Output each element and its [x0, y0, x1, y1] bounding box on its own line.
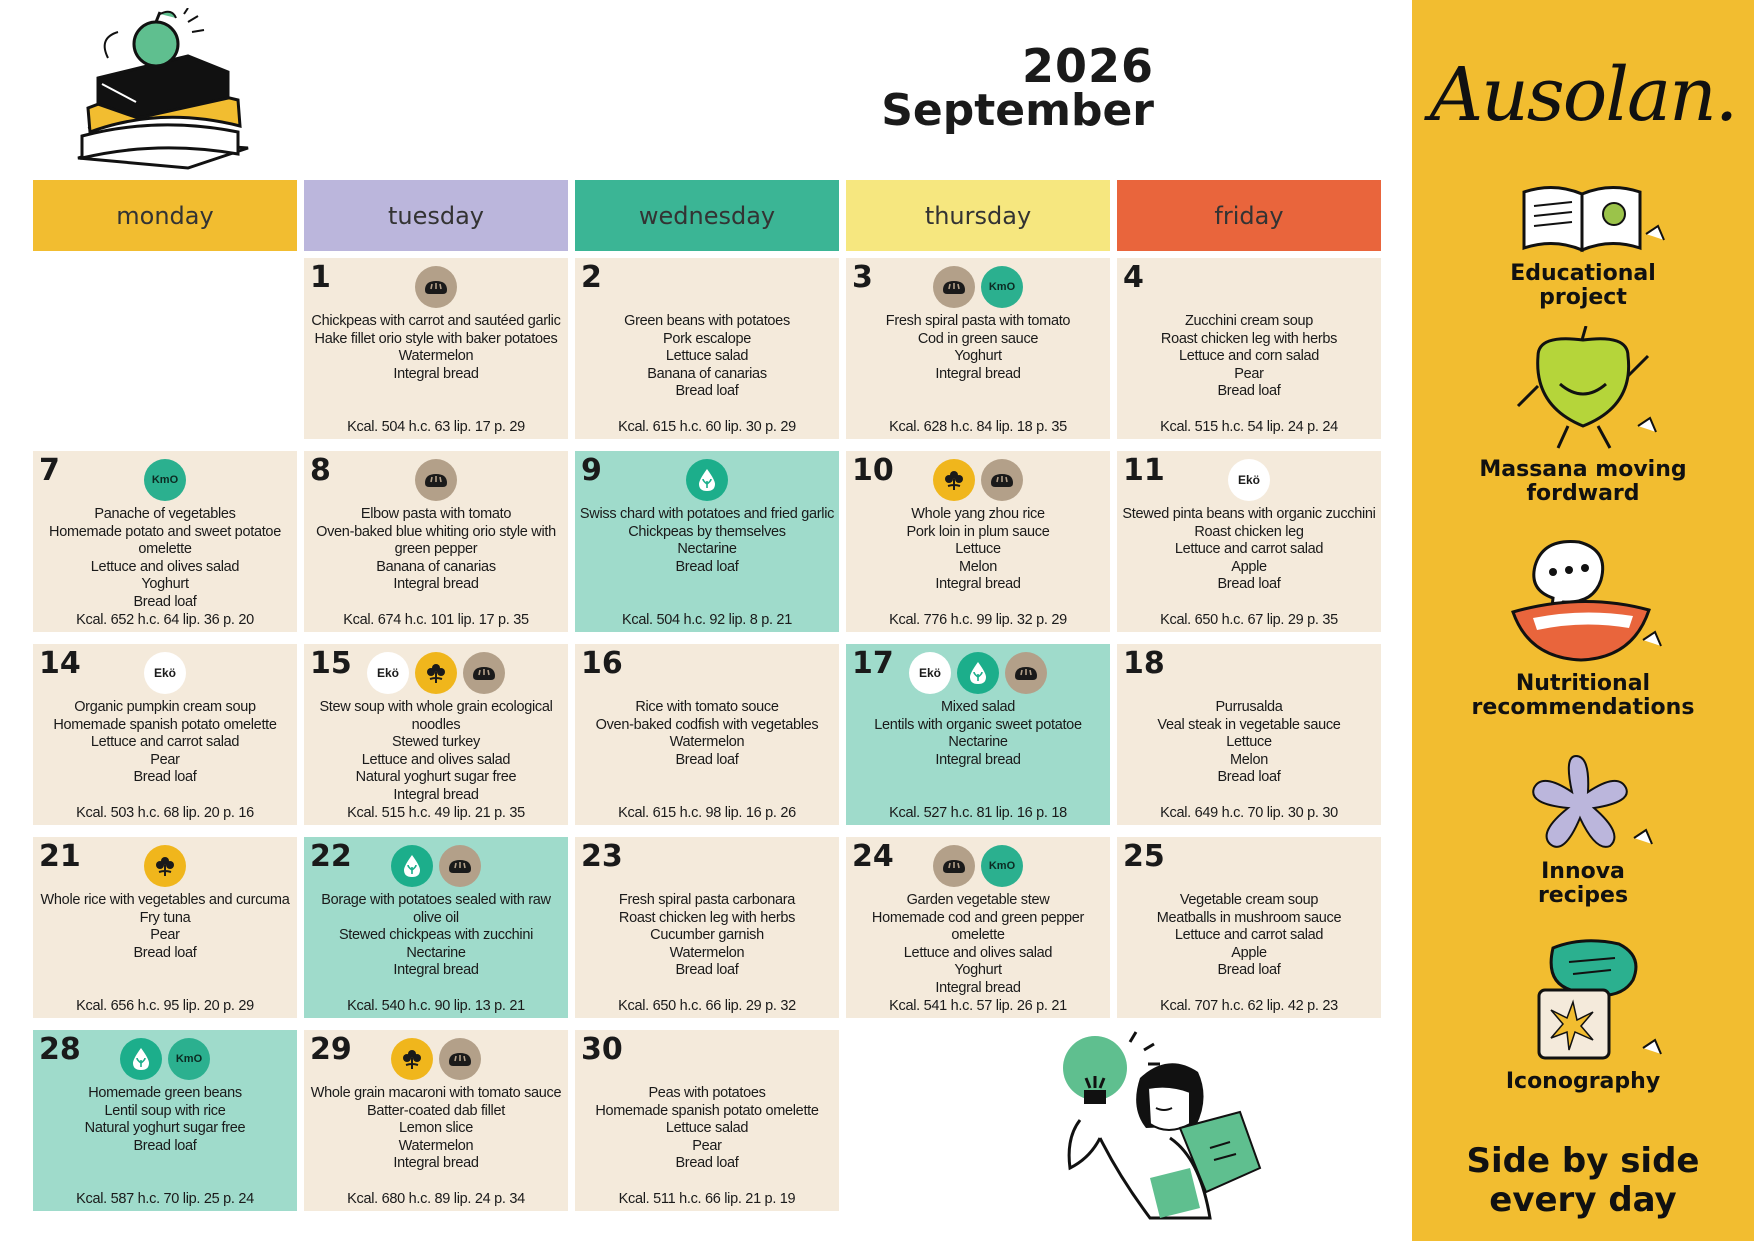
menu-list — [308, 313, 564, 383]
menu-item: Pork escalope — [663, 330, 751, 347]
menu-item: Lettuce — [1226, 734, 1272, 751]
menu-item: Banana of canarias — [376, 558, 496, 575]
day-number: 18 — [1123, 646, 1165, 681]
menu-item: Lettuce — [955, 541, 1001, 558]
menu-list — [579, 699, 835, 769]
diet-icons — [304, 459, 568, 501]
menu-item: Green beans with potatoes — [624, 313, 790, 329]
menu-item: Nectarine — [677, 541, 737, 558]
menu-item: Stewed turkey — [392, 734, 480, 751]
menu-item: Integral bread — [393, 786, 479, 803]
eko-organic-icon: Ekö — [909, 652, 951, 694]
menu-list — [1121, 506, 1377, 594]
day-number: 16 — [581, 646, 623, 681]
menu-item: Bread loaf — [675, 751, 739, 768]
nutrition-info: Kcal. 504 h.c. 92 lip. 8 p. 21 — [622, 612, 792, 628]
menu-item: Bread loaf — [133, 1137, 197, 1154]
day-number: 14 — [39, 646, 81, 681]
day-number: 30 — [581, 1032, 623, 1067]
menu-item: Whole yang zhou rice — [911, 506, 1045, 522]
menu-list — [850, 506, 1106, 594]
menu-item: Vegetable cream soup — [1179, 892, 1319, 908]
sidebar-item-label: Massana moving fordward — [1479, 457, 1687, 506]
day-number: 21 — [39, 839, 81, 874]
day-number: 2 — [581, 260, 602, 295]
nutrition-info: Kcal. 776 h.c. 99 lip. 32 p. 29 — [889, 612, 1067, 628]
day-number: 28 — [39, 1032, 81, 1067]
girl-with-idea-illustration — [1040, 1028, 1280, 1228]
month-label: September — [881, 85, 1154, 137]
sidebar-item-label: Educational project — [1510, 261, 1656, 310]
menu-item: Meatballs in mushroom sauce — [1156, 909, 1342, 926]
diet-icons — [33, 459, 297, 501]
diet-icons — [33, 652, 297, 694]
ecological-drop-icon — [391, 845, 433, 887]
menu-item: Fresh spiral pasta carbonara — [618, 892, 796, 908]
weekday-header-row — [33, 180, 1381, 251]
menu-item: Roast chicken leg with herbs — [1160, 330, 1338, 347]
ecological-drop-icon — [686, 459, 728, 501]
menu-item: Rice with tomato souce — [635, 699, 779, 715]
menu-item: Lettuce salad — [665, 348, 749, 365]
sidebar-item-label: Iconography — [1505, 1069, 1661, 1094]
menu-item: Roast chicken leg with herbs — [618, 909, 796, 926]
diet-icons — [846, 266, 1110, 308]
menu-item: Lettuce and carrot salad — [90, 734, 240, 751]
km0-icon: KmO — [981, 266, 1023, 308]
diet-icons — [1117, 459, 1381, 501]
menu-item: Chickpeas by themselves — [628, 523, 786, 540]
menu-item: Yoghurt — [954, 348, 1002, 365]
menu-item: Stewed chickpeas with zucchini — [338, 927, 534, 944]
menu-item: Integral bread — [393, 1155, 479, 1172]
menu-item: Homemade cod and green pepper omelette — [871, 909, 1085, 944]
nutrition-info: Kcal. 511 h.c. 66 lip. 21 p. 19 — [618, 1191, 796, 1207]
speech-mouth-icon — [1493, 536, 1673, 670]
menu-list — [579, 1085, 835, 1173]
menu-item: Stewed pinta beans with organic zucchini — [1122, 506, 1376, 522]
menu-item: Bread loaf — [1217, 962, 1281, 979]
menu-list — [850, 892, 1106, 998]
nutrition-info: Kcal. 615 h.c. 60 lip. 30 p. 29 — [618, 419, 796, 435]
diet-icons — [846, 652, 1110, 694]
bread-icon — [981, 459, 1023, 501]
menu-item: Pear — [150, 751, 180, 768]
day-number: 10 — [852, 453, 894, 488]
menu-item: Cod in green sauce — [917, 330, 1039, 347]
menu-item: Peas with potatoes — [648, 1085, 766, 1101]
calendar-day-cell — [304, 258, 568, 439]
day-number: 3 — [852, 260, 873, 295]
eko-organic-icon: Ekö — [144, 652, 186, 694]
menu-item: Homemade spanish potato omelette — [53, 716, 277, 733]
menu-item: Swiss chard with potatoes and fried garlic — [579, 506, 835, 522]
calendar-day-cell — [304, 451, 568, 632]
sidebar-item-nutritional-recommendations[interactable] — [1412, 536, 1754, 720]
menu-item: Bread loaf — [1217, 383, 1281, 400]
menu-item: Pear — [692, 1137, 722, 1154]
diet-icons — [33, 845, 297, 887]
whole-grain-icon — [415, 652, 457, 694]
menu-list — [308, 1085, 564, 1173]
menu-item: Bread loaf — [675, 962, 739, 979]
menu-item: Integral bread — [393, 576, 479, 593]
open-book-icon — [1498, 178, 1668, 258]
menu-list — [579, 892, 835, 980]
apple-mascot-icon — [1498, 326, 1668, 456]
diet-icons — [846, 459, 1110, 501]
menu-item: Bread loaf — [133, 769, 197, 786]
diet-icons — [33, 1038, 297, 1080]
menu-item: Banana of canarias — [647, 365, 767, 382]
menu-item: Lettuce and olives salad — [903, 944, 1053, 961]
calendar-day-cell — [846, 451, 1110, 632]
menu-item: Integral bread — [393, 962, 479, 979]
nutrition-info: Kcal. 587 h.c. 70 lip. 25 p. 24 — [76, 1191, 254, 1207]
nutrition-info: Kcal. 515 h.c. 49 lip. 21 p. 35 — [347, 805, 525, 821]
day-number: 23 — [581, 839, 623, 874]
menu-item: Bread loaf — [675, 558, 739, 575]
weekday-header-tuesday: tuesday — [304, 180, 568, 251]
weekday-header-friday: friday — [1117, 180, 1381, 251]
menu-item: Bread loaf — [1217, 769, 1281, 786]
bread-icon — [933, 845, 975, 887]
km0-icon: KmO — [144, 459, 186, 501]
menu-item: Roast chicken leg — [1194, 523, 1304, 540]
menu-item: Stew soup with whole grain ecological noodles — [319, 699, 553, 733]
bread-icon — [439, 1038, 481, 1080]
nutrition-info: Kcal. 656 h.c. 95 lip. 20 p. 29 — [76, 998, 254, 1014]
nutrition-info: Kcal. 504 h.c. 63 lip. 17 p. 29 — [347, 419, 525, 435]
calendar-day-cell — [846, 644, 1110, 825]
menu-item: Lentils with organic sweet potatoe — [874, 716, 1082, 733]
km0-icon: KmO — [981, 845, 1023, 887]
sidebar-item-innova-recipes[interactable] — [1412, 752, 1754, 908]
menu-item: Integral bread — [935, 365, 1021, 382]
menu-item: Purrusalda — [1215, 699, 1283, 715]
day-number: 7 — [39, 453, 60, 488]
menu-item: Melon — [1230, 751, 1268, 768]
menu-list — [850, 313, 1106, 383]
bread-icon — [463, 652, 505, 694]
weekday-header-monday: monday — [33, 180, 297, 251]
menu-item: Lettuce and carrot salad — [1174, 541, 1324, 558]
menu-item: Bread loaf — [1217, 576, 1281, 593]
whole-grain-icon — [144, 845, 186, 887]
menu-item: Garden vegetable stew — [906, 892, 1050, 908]
menu-item: Mixed salad — [940, 699, 1016, 715]
calendar-day-cell — [846, 258, 1110, 439]
menu-list — [579, 506, 835, 576]
menu-list — [37, 1085, 293, 1155]
menu-item: Watermelon — [398, 1137, 474, 1154]
menu-item: Fry tuna — [139, 909, 191, 926]
menu-item: Integral bread — [935, 751, 1021, 768]
menu-item: Melon — [959, 558, 997, 575]
calendar-day-cell — [33, 451, 297, 632]
menu-item: Organic pumpkin cream soup — [74, 699, 256, 715]
menu-list — [308, 892, 564, 980]
day-number: 9 — [581, 453, 602, 488]
nutrition-info: Kcal. 540 h.c. 90 lip. 13 p. 21 — [347, 998, 525, 1014]
menu-list — [850, 699, 1106, 769]
day-number: 15 — [310, 646, 352, 681]
bread-icon — [415, 459, 457, 501]
menu-item: Homemade spanish potato omelette — [595, 1102, 819, 1119]
menu-item: Lentil soup with rice — [104, 1102, 226, 1119]
nutrition-info: Kcal. 541 h.c. 57 lip. 26 p. 21 — [889, 998, 1067, 1014]
sidebar-item-label: Innova recipes — [1537, 859, 1629, 908]
diet-icons — [304, 1038, 568, 1080]
calendar-day-cell — [33, 837, 297, 1018]
sidebar-item-massana[interactable] — [1412, 326, 1754, 506]
menu-item: Lettuce and corn salad — [1178, 348, 1320, 365]
bread-icon — [1005, 652, 1047, 694]
nutrition-info: Kcal. 680 h.c. 89 lip. 24 p. 34 — [347, 1191, 525, 1207]
menu-item: Lemon slice — [398, 1120, 474, 1137]
weekday-header-wednesday: wednesday — [575, 180, 839, 251]
calendar-day-cell — [1117, 644, 1381, 825]
diet-icons — [575, 459, 839, 501]
menu-item: Apple — [1231, 558, 1267, 575]
calendar-day-cell — [1117, 837, 1381, 1018]
calendar-day-cell — [1117, 451, 1381, 632]
menu-item: Oven-baked blue whiting orio style with green pepper — [316, 523, 556, 558]
nutrition-info: Kcal. 650 h.c. 66 lip. 29 p. 32 — [618, 998, 796, 1014]
menu-item: Homemade potato and sweet potatoe omelette — [49, 523, 281, 558]
sidebar — [1412, 0, 1754, 1241]
bread-icon — [439, 845, 481, 887]
ecological-drop-icon — [957, 652, 999, 694]
calendar-day-cell — [575, 837, 839, 1018]
menu-item: Veal steak in vegetable sauce — [1157, 716, 1341, 733]
calendar-day-cell — [575, 644, 839, 825]
nutrition-info: Kcal. 707 h.c. 62 lip. 42 p. 23 — [1160, 998, 1338, 1014]
calendar-day-cell — [304, 1030, 568, 1211]
ecological-drop-icon — [120, 1038, 162, 1080]
day-number: 11 — [1123, 453, 1165, 488]
day-number: 8 — [310, 453, 331, 488]
menu-item: Integral bread — [935, 979, 1021, 996]
day-number: 29 — [310, 1032, 352, 1067]
menu-item: Borage with potatoes sealed with raw olive oil — [321, 892, 551, 926]
menu-item: Yoghurt — [141, 576, 189, 593]
menu-item: Hake fillet orio style with baker potatoes — [314, 330, 558, 347]
calendar-day-cell — [304, 837, 568, 1018]
menu-list — [37, 699, 293, 787]
menu-item: Chickpeas with carrot and sautéed garlic — [311, 313, 561, 329]
weekday-header-thursday: thursday — [846, 180, 1110, 251]
nutrition-info: Kcal. 515 h.c. 54 lip. 24 p. 24 — [1160, 419, 1338, 435]
sidebar-item-iconography[interactable] — [1412, 936, 1754, 1094]
menu-item: Oven-baked codfish with vegetables — [595, 716, 819, 733]
menu-item: Homemade green beans — [88, 1085, 242, 1101]
menu-item: Whole grain macaroni with tomato sauce — [310, 1085, 562, 1101]
menu-item: Watermelon — [669, 944, 745, 961]
day-number: 25 — [1123, 839, 1165, 874]
menu-list — [1121, 313, 1377, 401]
menu-item: Fresh spiral pasta with tomato — [885, 313, 1071, 329]
tagline — [1412, 1142, 1754, 1220]
menu-item: Pear — [1234, 365, 1264, 382]
diet-icons — [846, 845, 1110, 887]
menu-item: Bread loaf — [675, 1155, 739, 1172]
year-label: 2026 — [1021, 39, 1154, 93]
menu-item: Lettuce salad — [665, 1120, 749, 1137]
calendar-day-cell — [33, 1030, 297, 1211]
day-number: 17 — [852, 646, 894, 681]
bread-icon — [415, 266, 457, 308]
books-illustration — [68, 8, 268, 180]
menu-item: Integral bread — [393, 365, 479, 382]
eko-organic-icon: Ekö — [1228, 459, 1270, 501]
menu-item: Bread loaf — [133, 944, 197, 961]
calendar-title — [881, 39, 1154, 137]
menu-item: Zucchini cream soup — [1184, 313, 1314, 329]
nutrition-info: Kcal. 628 h.c. 84 lip. 18 p. 35 — [889, 419, 1067, 435]
menu-list — [1121, 892, 1377, 980]
asterisk-icon — [1498, 752, 1668, 858]
menu-list — [308, 699, 564, 805]
menu-item: Watermelon — [669, 734, 745, 751]
eko-organic-icon: Ekö — [367, 652, 409, 694]
sidebar-item-label: Nutritional recommendations — [1471, 671, 1695, 720]
iconography-icon — [1493, 936, 1673, 1068]
diet-icons — [304, 652, 568, 694]
menu-item: Nectarine — [948, 734, 1008, 751]
menu-item: Natural yoghurt sugar free — [355, 769, 517, 786]
whole-grain-icon — [391, 1038, 433, 1080]
menu-item: Pork loin in plum sauce — [906, 523, 1050, 540]
menu-item: Apple — [1231, 944, 1267, 961]
day-number: 4 — [1123, 260, 1144, 295]
menu-item: Elbow pasta with tomato — [360, 506, 512, 522]
menu-item: Cucumber garnish — [650, 927, 764, 944]
menu-item: Panache of vegetables — [94, 506, 236, 522]
nutrition-info: Kcal. 503 h.c. 68 lip. 20 p. 16 — [76, 805, 254, 821]
menu-item: Nectarine — [406, 944, 466, 961]
calendar-day-cell — [846, 837, 1110, 1018]
menu-list — [308, 506, 564, 594]
menu-item: Natural yoghurt sugar free — [84, 1120, 246, 1137]
nutrition-info: Kcal. 674 h.c. 101 lip. 17 p. 35 — [343, 612, 529, 628]
menu-item: Watermelon — [398, 348, 474, 365]
brand-logo: Ausolan. — [1429, 52, 1737, 138]
nutrition-info: Kcal. 652 h.c. 64 lip. 36 p. 20 — [76, 612, 254, 628]
day-number: 24 — [852, 839, 894, 874]
calendar-day-cell — [33, 644, 297, 825]
tagline-text: Side by side every day — [1466, 1141, 1700, 1220]
nutrition-info: Kcal. 527 h.c. 81 lip. 16 p. 18 — [889, 805, 1067, 821]
diet-icons — [304, 845, 568, 887]
nutrition-info: Kcal. 650 h.c. 67 lip. 29 p. 35 — [1160, 612, 1338, 628]
calendar-empty-cell — [33, 258, 297, 439]
calendar-day-cell — [575, 451, 839, 632]
menu-item: Batter-coated dab fillet — [367, 1102, 505, 1119]
menu-list — [1121, 699, 1377, 787]
day-number: 22 — [310, 839, 352, 874]
bread-icon — [933, 266, 975, 308]
calendar-day-cell — [1117, 258, 1381, 439]
menu-item: Integral bread — [935, 576, 1021, 593]
menu-item: Lettuce and olives salad — [361, 751, 511, 768]
calendar-day-cell — [575, 258, 839, 439]
menu-item: Lettuce and carrot salad — [1174, 927, 1324, 944]
menu-item: Whole rice with vegetables and curcuma — [40, 892, 290, 908]
menu-item: Yoghurt — [954, 962, 1002, 979]
day-number: 1 — [310, 260, 331, 295]
sidebar-item-educational-project[interactable] — [1412, 178, 1754, 310]
menu-item: Bread loaf — [675, 383, 739, 400]
menu-item: Lettuce and olives salad — [90, 558, 240, 575]
whole-grain-icon — [933, 459, 975, 501]
menu-list — [37, 506, 293, 612]
diet-icons — [304, 266, 568, 308]
nutrition-info: Kcal. 649 h.c. 70 lip. 30 p. 30 — [1160, 805, 1338, 821]
menu-list — [579, 313, 835, 401]
calendar-day-cell — [304, 644, 568, 825]
menu-item: Bread loaf — [133, 593, 197, 610]
calendar-day-cell — [575, 1030, 839, 1211]
menu-item: Pear — [150, 927, 180, 944]
menu-list — [37, 892, 293, 962]
km0-icon: KmO — [168, 1038, 210, 1080]
nutrition-info: Kcal. 615 h.c. 98 lip. 16 p. 26 — [618, 805, 796, 821]
